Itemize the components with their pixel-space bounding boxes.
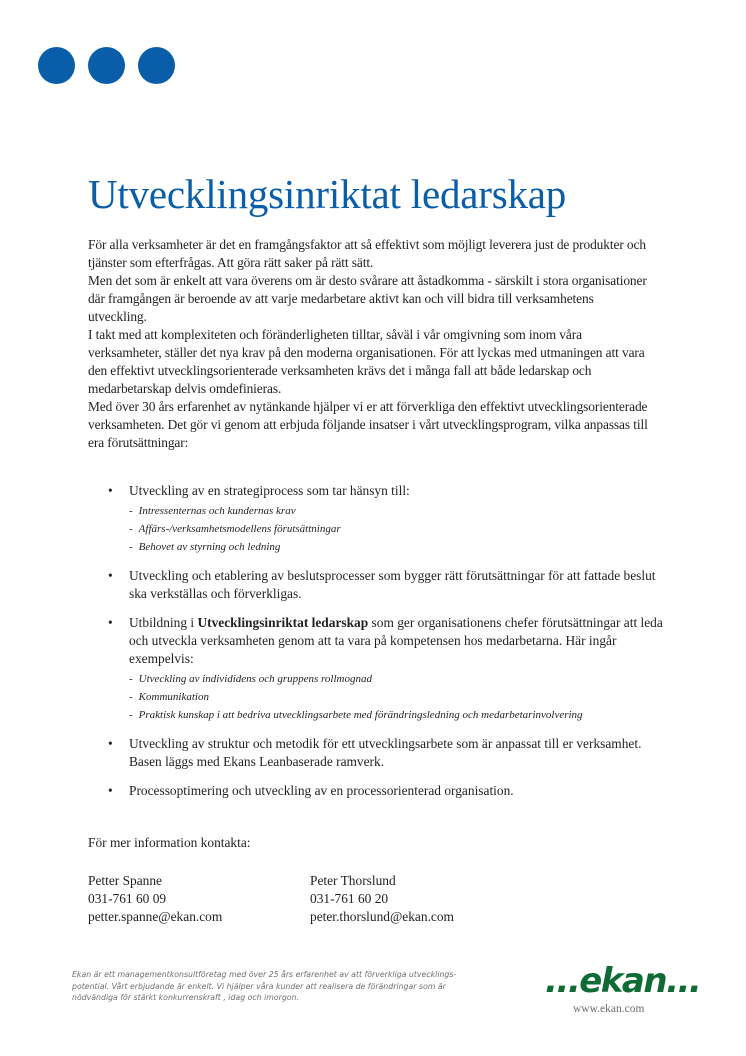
dash-icon: - [129, 673, 133, 685]
list-item [108, 614, 668, 724]
bullet-icon: • [108, 615, 113, 630]
contact-phone[interactable]: 031-761 60 20 [310, 891, 389, 906]
dash-icon: - [129, 691, 133, 703]
contact-email[interactable]: peter.thorslund@ekan.com [310, 909, 454, 924]
sub-list-item [129, 520, 668, 538]
bullet-icon: • [108, 736, 113, 751]
intro-paragraph: För alla verksamheter är det en framgångsfaktor att så effektivt som möjligt leverera just de produkter och tjänster som efterfrågas. Att göra rätt saker på rätt sätt. [88, 237, 646, 270]
contact-email[interactable]: petter.spanne@ekan.com [88, 909, 223, 924]
sub-list-item [129, 706, 668, 724]
intro-paragraph: I takt med att komplexiteten och föränderligheten tilltar, såväl i vår omgivning som inom våra verksamheter, ställer det nya krav på den moderna organisationen. För att lyckas med utmaningen att vara den effektivt utvecklingsorienterade verksamheten krävs det i många fall att både ledarskap och medarbetarskap delvis omdefinieras. [88, 327, 645, 396]
dash-icon: - [129, 709, 133, 721]
brand-dot [138, 47, 175, 84]
list-item-text-bold: Utvecklingsinriktat ledarskap [197, 615, 369, 630]
sub-list-item [129, 688, 668, 706]
sub-list-item [129, 538, 668, 556]
sub-list-item-text: Affärs-/verksamhetsmodellens förutsättningar [138, 523, 341, 535]
intro-text [88, 236, 648, 452]
list-item-text: Utveckling av en strategiprocess som tar hänsyn till: [129, 483, 410, 498]
intro-paragraph: Men det som är enkelt att vara överens om är desto svårare att åstadkomma - särskilt i stora organisationer där framgången är beroende av att varje medarbetare aktivt kan och vill bidra till verksamhetens utveckling. [88, 273, 647, 324]
dash-icon: - [129, 523, 133, 535]
sub-list-item-text: Intressenternas och kundernas krav [138, 505, 296, 517]
sub-list [129, 502, 668, 556]
bullet-icon: • [108, 568, 113, 583]
contact-name: Petter Spanne [88, 873, 163, 888]
contact-card [88, 872, 222, 926]
sub-list-item [129, 670, 668, 688]
ekan-logo: ...ekan... [545, 961, 701, 1001]
list-item-text-end: som ger organisationens chefer förutsättningar att leda och utveckla verksamheten genom att ta vara på kompetensen hos medarbetarna. Här ingår exempelvis: [129, 615, 663, 666]
sub-list-item [129, 502, 668, 520]
sub-list-item-text: Utveckling av individidens och gruppens rollmognad [138, 673, 372, 685]
list-item [108, 482, 668, 556]
dash-icon: - [129, 541, 133, 553]
list-item-text: Utveckling och etablering av beslutsprocesser som bygger rätt förutsättningar för att fattade beslut ska verkställas och förverkligas. [129, 568, 656, 601]
list-item-text-start: Utbildning i [129, 615, 198, 630]
list-item-text: Processoptimering och utveckling av en processorienterad organisation. [129, 783, 514, 798]
list-item [108, 735, 668, 771]
contact-name: Peter Thorslund [310, 873, 396, 888]
website-link[interactable]: www.ekan.com [573, 1003, 645, 1015]
brand-dot [88, 47, 125, 84]
contact-card [310, 872, 454, 926]
bullet-icon: • [108, 483, 113, 498]
offer-list [108, 482, 668, 811]
brand-dots [38, 47, 175, 84]
sub-list [129, 670, 668, 724]
sub-list-item-text: Kommunikation [138, 691, 209, 703]
list-item [108, 567, 668, 603]
sub-list-item-text: Praktisk kunskap i att bedriva utvecklingsarbete med förändringsledning och medarbetarinvolvering [138, 709, 583, 721]
contact-phone[interactable]: 031-761 60 09 [88, 891, 167, 906]
bullet-icon: • [108, 783, 113, 798]
list-item-text: Utveckling av struktur och metodik för ett utvecklingsarbete som är anpassat till er verksamhet. Basen läggs med Ekans Leanbaserade ramverk. [129, 736, 642, 769]
page-title: Utvecklingsinriktat ledarskap [88, 171, 567, 217]
list-item [108, 782, 668, 800]
intro-paragraph: Med över 30 års erfarenhet av nytänkande hjälper vi er att förverkliga den effektivt utvecklingsorienterade verksamheten. Det gör vi genom att erbjuda följande insatser i vårt utvecklingsprogram, vilka anpassas till era förutsättningar: [88, 399, 648, 450]
contact-heading: För mer information kontakta: [88, 835, 251, 850]
brand-dot [38, 47, 75, 84]
footer-note: Ekan är ett managementkonsultföretag med över 25 års erfarenhet av att förverkliga utvecklings-potential. Vårt erbjudande är enkelt. Vi hjälper våra kunder att realisera de förändringar som är nödvändiga för stärkt konkurrenskraft , idag och imorgon. [72, 970, 457, 1002]
sub-list-item-text: Behovet av styrning och ledning [138, 541, 281, 553]
dash-icon: - [129, 505, 133, 517]
